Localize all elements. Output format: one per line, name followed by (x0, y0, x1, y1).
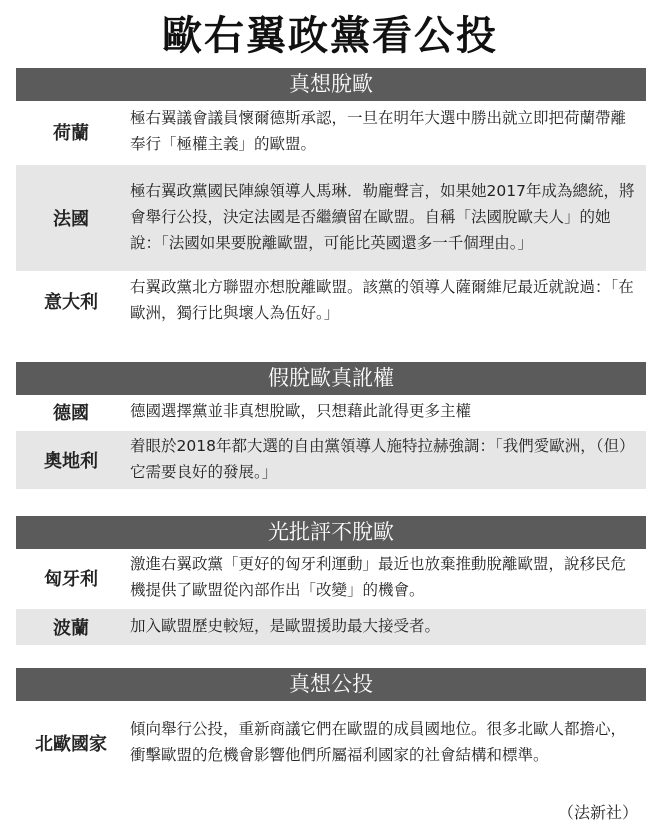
page-title: 歐右翼政黨看公投 (162, 12, 498, 59)
source-credit: （法新社） (557, 803, 638, 822)
country-label: 北歐國家 (35, 734, 107, 755)
country-label: 意大利 (44, 292, 98, 313)
section-heading: 光批評不脫歐 (16, 516, 646, 549)
section-heading: 假脫歐真訛權 (16, 362, 646, 395)
section-heading: 真想公投 (16, 668, 646, 701)
section-criticize-only (16, 516, 646, 645)
section-really-want-brexit (16, 68, 646, 329)
section-really-want-referendum (16, 668, 646, 785)
section-heading: 真想脫歐 (16, 68, 646, 101)
country-description: 極右翼議會議員懷爾德斯承認，一旦在明年大選中勝出就立即把荷蘭帶離奉行「極權主義」的歐盟。 (130, 109, 627, 153)
country-label: 波蘭 (53, 618, 89, 639)
table-row (16, 395, 646, 429)
country-description: 加入歐盟歷史較短，是歐盟援助最大接受者。 (130, 617, 441, 635)
table-row (16, 163, 646, 271)
table-row (16, 429, 646, 489)
country-description: 激進右翼政黨「更好的匈牙利運動」最近也放棄推動脫離歐盟，說移民危機提供了歐盟從內部作出「改變」的機會。 (130, 555, 627, 599)
table-row (16, 607, 646, 645)
country-label: 匈牙利 (44, 569, 98, 590)
country-description: 着眼於2018年都大選的自由黨領導人施特拉赫強調：「我們愛歐洲，（但）它需要良好的發展。」 (130, 437, 635, 481)
country-label: 法國 (53, 209, 89, 230)
table-row (16, 549, 646, 607)
section-fake-brexit (16, 362, 646, 489)
country-description: 極右翼政黨國民陣線領導人馬琳．勒龐聲言，如果她2017年成為總統，將會舉行公投，決定法國是否繼續留在歐盟。自稱「法國脫歐夫人」的她說：「法國如果要脫離歐盟，可能比英國還多一千個理由。」 (130, 182, 635, 252)
country-description: 傾向舉行公投，重新商議它們在歐盟的成員國地位。很多北歐人都擔心，衝擊歐盟的危機會影響他們所屬福利國家的社會結構和標準。 (130, 720, 627, 764)
country-description: 德國選擇黨並非真想脫歐，只想藉此訛得更多主權 (130, 402, 472, 420)
country-label: 德國 (53, 403, 89, 424)
table-row (16, 701, 646, 785)
table-row (16, 101, 646, 163)
table-row (16, 271, 646, 329)
country-label: 荷蘭 (53, 123, 89, 144)
country-description: 右翼政黨北方聯盟亦想脫離歐盟。該黨的領導人薩爾維尼最近就說過：「在歐洲，獨行比與壞人為伍好。」 (130, 278, 634, 322)
country-label: 奧地利 (44, 451, 98, 472)
